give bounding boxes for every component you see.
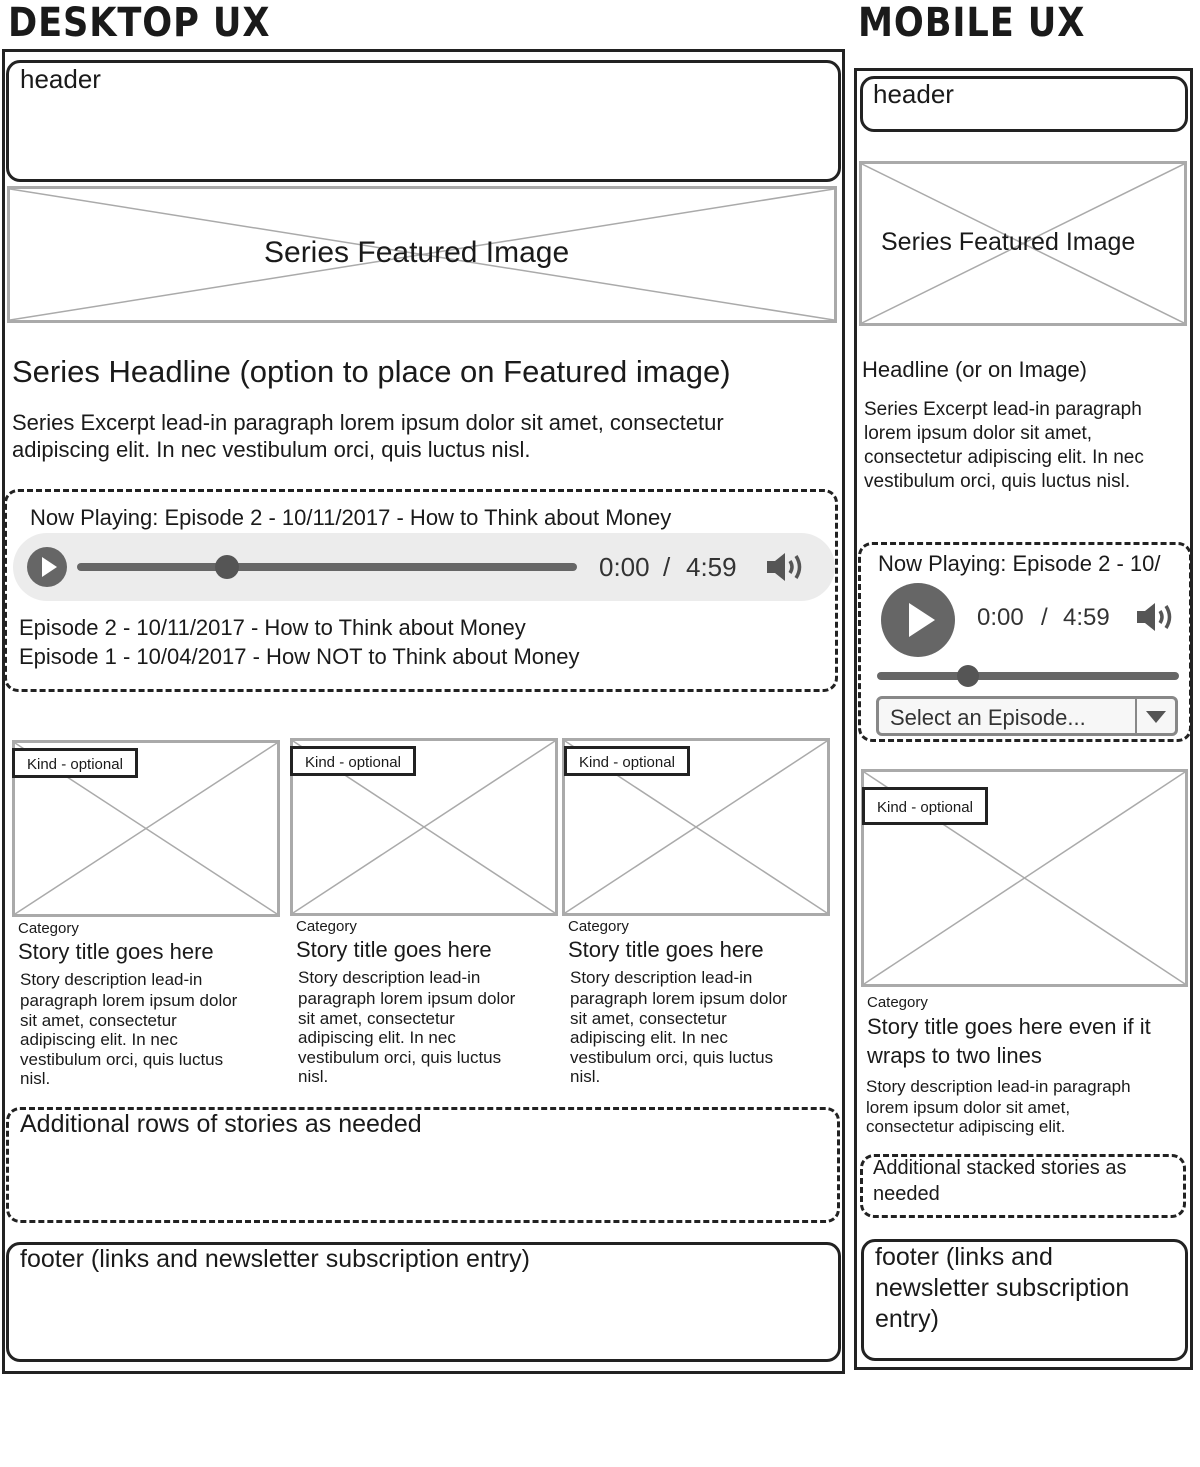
desktop-header: [6, 60, 841, 182]
story-desc-line: sit amet, consectetur: [298, 1009, 455, 1028]
play-icon: [27, 547, 67, 587]
desktop-excerpt-line1: Series Excerpt lead-in paragraph lorem ipsum dolor sit amet, consectetur: [12, 410, 724, 435]
desktop-current-time: 0:00: [599, 552, 650, 582]
story-desc-line: adipiscing elit. In nec: [298, 1028, 456, 1047]
story-desc-line: paragraph lorem ipsum dolor: [20, 991, 238, 1010]
mobile-now-playing: Now Playing: Episode 2 - 10/: [878, 551, 1161, 576]
story-desc-line: Story description lead-in: [20, 970, 203, 989]
story-title-line[interactable]: wraps to two lines: [867, 1043, 1042, 1068]
desktop-time-separator: /: [663, 552, 671, 582]
story-desc-line: consectetur adipiscing elit.: [866, 1117, 1066, 1136]
desktop-progress-track[interactable]: [77, 563, 577, 571]
mobile-time-separator: /: [1041, 604, 1048, 631]
mobile-progress-handle[interactable]: [957, 665, 979, 687]
mobile-featured-image-label: Series Featured Image: [881, 228, 1136, 256]
story-desc-line: Story description lead-in: [298, 968, 481, 987]
story-card[interactable]: [290, 738, 558, 1098]
mobile-excerpt-line: consectetur adipiscing elit. In nec: [864, 447, 1144, 468]
story-desc-line: paragraph lorem ipsum dolor: [570, 989, 788, 1008]
mobile-additional-label-line: needed: [873, 1183, 940, 1205]
play-button[interactable]: [881, 583, 955, 657]
kind-badge: Kind - optional: [290, 746, 416, 776]
chevron-down-icon[interactable]: [1145, 709, 1167, 725]
story-desc-line: Story description lead-in paragraph: [866, 1077, 1131, 1096]
desktop-ux-title: DESKTOP UX: [8, 0, 271, 46]
mobile-ux-title: MOBILE UX: [858, 0, 1086, 46]
mobile-current-time: 0:00: [977, 604, 1024, 631]
mobile-player-section: [858, 542, 1192, 742]
mobile-headline: Headline (or on Image): [862, 357, 1088, 382]
story-desc-line: adipiscing elit. In nec: [570, 1028, 728, 1047]
desktop-additional-rows-label: Additional rows of stories as needed: [20, 1110, 422, 1138]
desktop-excerpt-line2: adipiscing elit. In nec vestibulum orci, quis luctus nisl.: [12, 437, 531, 462]
story-desc-line: vestibulum orci, quis luctus: [570, 1048, 774, 1067]
story-category: Category: [568, 918, 629, 935]
desktop-progress-handle[interactable]: [215, 555, 239, 579]
play-icon: [881, 583, 955, 657]
story-title[interactable]: Story title goes here: [296, 937, 492, 962]
desktop-episode-item[interactable]: Episode 2 - 10/11/2017 - How to Think about Money: [19, 615, 526, 640]
story-category: Category: [296, 918, 357, 935]
story-title[interactable]: Story title goes here: [568, 937, 764, 962]
story-desc-line: nisl.: [298, 1067, 329, 1086]
mobile-story-card[interactable]: [861, 769, 1188, 1149]
story-desc-line: vestibulum orci, quis luctus: [20, 1050, 224, 1069]
story-desc-line: nisl.: [20, 1069, 51, 1088]
story-desc-line: adipiscing elit. In nec: [20, 1030, 178, 1049]
story-desc-line: sit amet, consectetur: [570, 1009, 727, 1028]
story-desc-line: sit amet, consectetur: [20, 1011, 177, 1030]
mobile-excerpt-line: vestibulum orci, quis luctus nisl.: [864, 471, 1131, 492]
mobile-duration: 4:59: [1063, 604, 1110, 631]
desktop-footer-label: footer (links and newsletter subscription entry): [20, 1245, 530, 1273]
story-desc-line: Story description lead-in: [570, 968, 753, 987]
volume-icon[interactable]: [1135, 601, 1179, 633]
play-button[interactable]: [27, 547, 67, 587]
story-desc-line: lorem ipsum dolor sit amet,: [866, 1098, 1071, 1117]
story-desc-line: vestibulum orci, quis luctus: [298, 1048, 502, 1067]
mobile-progress-track[interactable]: [877, 672, 1179, 680]
mobile-footer-line: entry): [875, 1305, 939, 1333]
kind-badge: Kind - optional: [564, 746, 690, 776]
volume-icon[interactable]: [765, 551, 807, 583]
story-desc-line: paragraph lorem ipsum dolor: [298, 989, 516, 1008]
mobile-excerpt-line: Series Excerpt lead-in paragraph: [864, 399, 1142, 420]
desktop-duration: 4:59: [686, 552, 737, 582]
mobile-footer-line: newsletter subscription: [875, 1274, 1130, 1302]
episode-select-value: Select an Episode...: [890, 705, 1086, 730]
story-category: Category: [18, 920, 79, 937]
select-divider: [1135, 699, 1137, 733]
story-card[interactable]: [12, 740, 280, 1100]
desktop-featured-image-label: Series Featured Image: [264, 236, 570, 269]
story-title-line[interactable]: Story title goes here even if it: [867, 1014, 1151, 1039]
episode-select[interactable]: [876, 696, 1178, 736]
desktop-series-headline: Series Headline (option to place on Featured image): [12, 354, 731, 389]
mobile-footer-line: footer (links and: [875, 1243, 1053, 1271]
desktop-episode-item[interactable]: Episode 1 - 10/04/2017 - How NOT to Think about Money: [19, 644, 580, 669]
story-desc-line: nisl.: [570, 1067, 601, 1086]
story-card[interactable]: [562, 738, 830, 1098]
desktop-header-label: header: [20, 64, 101, 94]
mobile-excerpt-line: lorem ipsum dolor sit amet,: [864, 423, 1093, 444]
kind-badge: Kind - optional: [862, 787, 988, 825]
desktop-now-playing: Now Playing: Episode 2 - 10/11/2017 - How to Think about Money: [30, 505, 672, 530]
mobile-header-label: header: [873, 79, 954, 109]
story-category: Category: [867, 994, 928, 1011]
desktop-audio-player[interactable]: [13, 533, 835, 601]
story-title[interactable]: Story title goes here: [18, 939, 214, 964]
mobile-additional-label-line: Additional stacked stories as: [873, 1157, 1127, 1179]
kind-badge: Kind - optional: [12, 748, 138, 778]
